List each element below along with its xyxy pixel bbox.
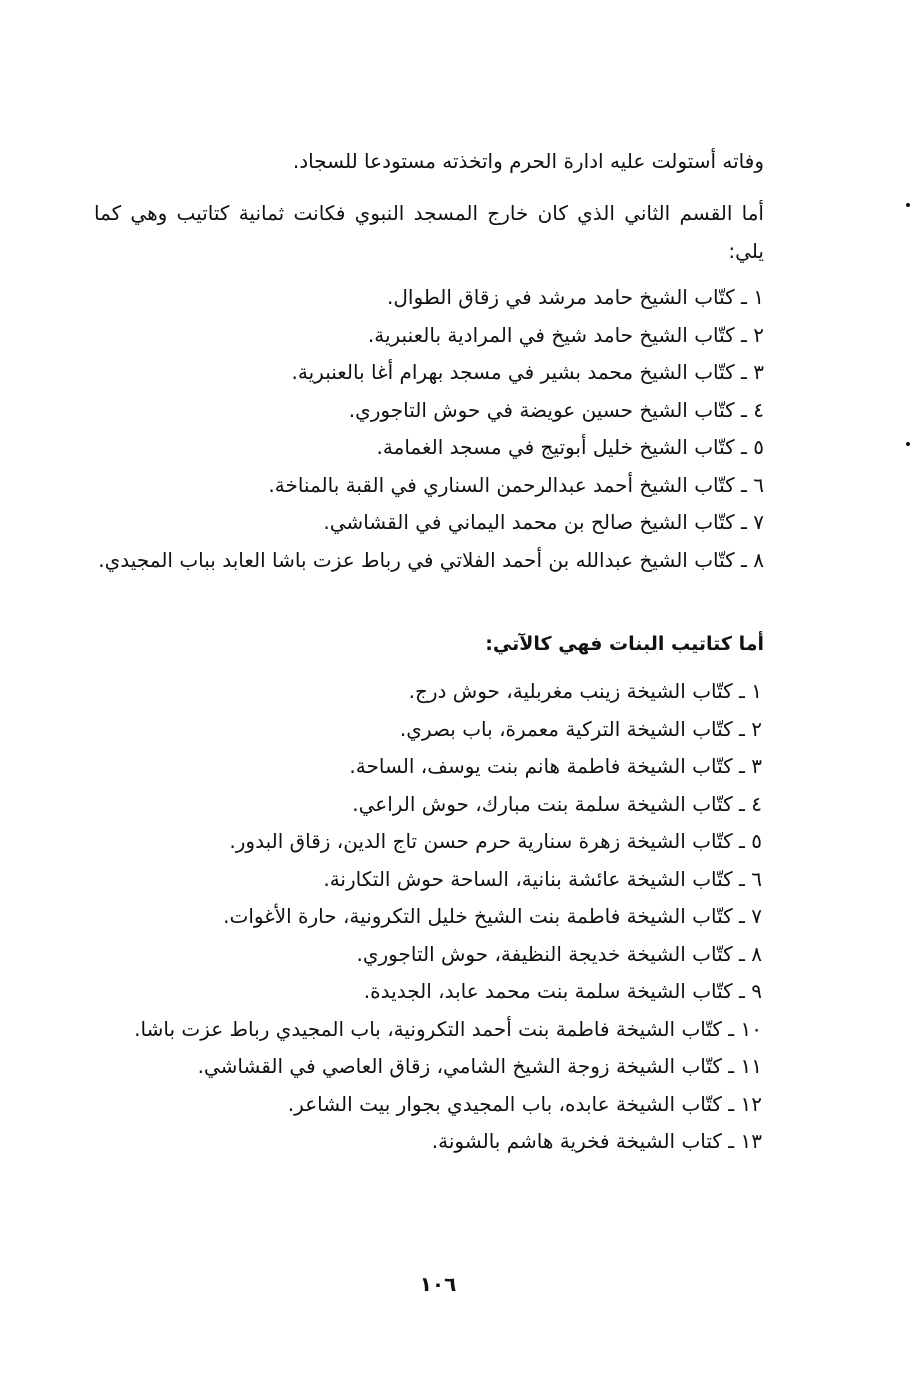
list-item: ٣ ـ كتّاب الشيخ محمد بشير في مسجد بهرام أغا بالعنبرية. — [291, 360, 764, 384]
list-item: ١١ ـ كتّاب الشيخة زوجة الشيخ الشامي، زقاق العاصي في القشاشي. — [197, 1054, 762, 1078]
list-item: ٥ ـ كتّاب الشيخ خليل أبوتيج في مسجد الغمامة. — [376, 435, 764, 459]
list-item: ٩ ـ كتّاب الشيخة سلمة بنت محمد عابد، الجديدة. — [363, 979, 762, 1003]
list-item: ٦ ـ كتّاب الشيخ أحمد عبدالرحمن السناري في القبة بالمناخة. — [268, 472, 764, 497]
list-item: ٢ ـ كتّاب الشيخ حامد شيخ في المرادية بالعنبرية. — [367, 322, 764, 347]
margin-mark — [906, 442, 910, 446]
list-item: ٨ ـ كتّاب الشيخ عبدالله بن أحمد الفلاتي في رباط عزت باشا العابد بباب المجيدي. — [98, 547, 764, 572]
girls-section-heading: أما كتاتيب البنات فهي كالآتي: — [485, 633, 764, 655]
list-item: ٣ ـ كتّاب الشيخة فاطمة هانم بنت يوسف، الساحة. — [349, 754, 762, 778]
list-item: ٥ ـ كتّاب الشيخة زهرة سنارية حرم حسن تاج الدين، زقاق البدور. — [229, 829, 762, 853]
intro-paragraph — [94, 143, 764, 181]
list-item: ٢ ـ كتّاب الشيخة التركية معمرة، باب بصري. — [399, 716, 762, 741]
list-item: ١٣ ـ كتاب الشيخة فخرية هاشم بالشونة. — [431, 1129, 762, 1153]
list-item: ٤ ـ كتّاب الشيخ حسين عويضة في حوش التاجوري. — [348, 397, 764, 422]
list-item: ١٢ ـ كتّاب الشيخة عابده، باب المجيدي بجوار بيت الشاعر. — [287, 1091, 762, 1116]
list-item: ٤ ـ كتّاب الشيخة سلمة بنت مبارك، حوش الراعي. — [352, 791, 762, 816]
list-item: ٦ ـ كتّاب الشيخة عائشة بنانية، الساحة حوش التكارنة. — [323, 866, 762, 891]
list-item: ٧ ـ كتّاب الشيخ صالح بن محمد اليماني في القشاشي. — [323, 510, 764, 534]
list-item: ٧ ـ كتّاب الشيخة فاطمة بنت الشيخ خليل التكرونية، حارة الأغوات. — [223, 904, 762, 928]
outer-section-paragraph — [94, 195, 764, 270]
list-item: ٨ ـ كتّاب الشيخة خديجة النظيفة، حوش التاجوري. — [356, 941, 762, 966]
list-item: ١٠ ـ كتّاب الشيخة فاطمة بنت أحمد التكرونية، باب المجيدي رباط عزت باشا. — [134, 1016, 762, 1041]
margin-mark — [906, 203, 910, 207]
list-item: ١ ـ كتّاب الشيخة زينب مغربلية، حوش درج. — [408, 679, 762, 703]
intro-line: وفاته أستولت عليه ادارة الحرم واتخذته مستودعا للسجاد. — [292, 149, 764, 173]
list-item: ١ ـ كتّاب الشيخ حامد مرشد في زقاق الطوال. — [387, 285, 764, 309]
girls-katatib-list — [94, 673, 764, 1161]
boys-katatib-list — [94, 279, 764, 579]
page-number: ١٠٦ — [419, 1272, 457, 1296]
outer-section-text: أما القسم الثاني الذي كان خارج المسجد النبوي فكانت ثمانية كتاتيب وهي كما يلي: — [94, 201, 764, 263]
